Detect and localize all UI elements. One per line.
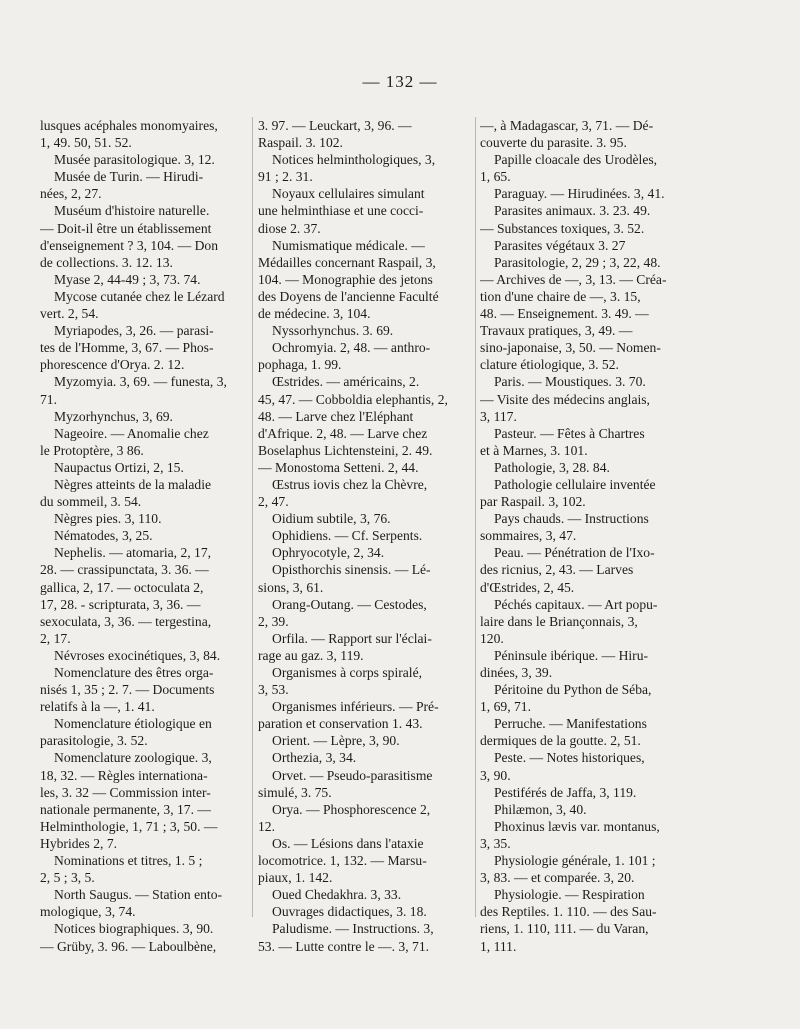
index-line: dermiques de la goutte. 2, 51. xyxy=(480,733,641,749)
index-line: — Substances toxiques, 3. 52. xyxy=(480,220,645,236)
index-line: 120. xyxy=(480,630,504,646)
index-line: d'enseignement ? 3, 104. — Don xyxy=(40,237,218,253)
index-line: 3, 35. xyxy=(480,835,511,851)
index-line: 1, 65. xyxy=(480,169,511,185)
index-line: pophaga, 1. 99. xyxy=(258,357,342,373)
index-line: Œstrides. — américains, 2. xyxy=(272,374,420,390)
index-line: des Reptiles. 1. 110. — des Sau- xyxy=(480,904,657,920)
index-line: d'Afrique. 2, 48. — Larve chez xyxy=(258,425,428,441)
index-line: Ouvrages didactiques, 3. 18. xyxy=(272,904,427,920)
index-line: Physiologie. — Respiration xyxy=(494,887,645,903)
index-line: Orvet. — Pseudo-parasitisme xyxy=(272,767,433,783)
index-line: 104. — Monographie des jetons xyxy=(258,271,433,287)
index-line: Notices biographiques. 3, 90. xyxy=(54,921,214,937)
index-line: gallica, 2, 17. — octoculata 2, xyxy=(40,579,204,595)
index-line: tion d'une chaire de —, 3. 15, xyxy=(480,288,641,304)
index-line: sions, 3, 61. xyxy=(258,579,324,595)
index-line: lusques acéphales monomyaires, xyxy=(40,118,218,133)
index-line: Pathologie, 3, 28. 84. xyxy=(494,459,610,475)
index-line: 45, 47. — Cobboldia elephantis, 2, xyxy=(258,391,448,407)
index-line: les, 3. 32 — Commission inter- xyxy=(40,784,211,800)
index-line: Orfila. — Rapport sur l'éclai- xyxy=(272,630,432,646)
index-line: Myase 2, 44-49 ; 3, 73. 74. xyxy=(54,271,201,287)
index-line: Opisthorchis sinensis. — Lé- xyxy=(272,562,431,578)
index-line: Nègres pies. 3, 110. xyxy=(54,511,162,527)
index-line: Noyaux cellulaires simulant xyxy=(272,186,425,202)
index-line: Pathologie cellulaire inventée xyxy=(494,476,656,492)
index-line: par Raspail. 3, 102. xyxy=(480,494,586,510)
index-line: 2, 39. xyxy=(258,613,289,629)
index-line: Peste. — Notes historiques, xyxy=(494,750,645,766)
index-line: Ophryocotyle, 2, 34. xyxy=(272,545,385,561)
index-line: le Protoptère, 3 86. xyxy=(40,442,144,458)
index-line: 12. xyxy=(258,818,275,834)
index-line: Pasteur. — Fêtes à Chartres xyxy=(494,425,645,441)
index-line: 18, 32. — Règles internationa- xyxy=(40,767,208,783)
index-line: riens, 1. 110, 111. — du Varan, xyxy=(480,921,649,937)
index-line: relatifs à la —, 1. 41. xyxy=(40,699,155,715)
index-line: Pays chauds. — Instructions xyxy=(494,511,649,527)
index-line: 91 ; 2. 31. xyxy=(258,169,313,185)
index-line: Paraguay. — Hirudinées. 3, 41. xyxy=(494,186,665,202)
index-line: locomotrice. 1, 132. — Marsu- xyxy=(258,853,427,869)
index-line: Philæmon, 3, 40. xyxy=(494,801,587,817)
index-line: Parasitologie, 2, 29 ; 3, 22, 48. xyxy=(494,254,661,270)
index-line: 48. — Larve chez l'Eléphant xyxy=(258,408,414,424)
index-line: parasitologie, 3. 52. xyxy=(40,733,148,749)
index-line: Pestiférés de Jaffa, 3, 119. xyxy=(494,784,637,800)
index-line: Parasites végétaux 3. 27 xyxy=(494,237,626,253)
index-line: nationale permanente, 3, 17. — xyxy=(40,801,211,817)
index-line: Boselaphus Lichtensteini, 2. 49. xyxy=(258,442,433,458)
index-line: Peau. — Pénétration de l'Ixo- xyxy=(494,545,655,561)
index-line: Notices helminthologiques, 3, xyxy=(272,152,436,168)
index-line: de médecine. 3, 104. xyxy=(258,306,371,322)
index-line: Physiologie générale, 1. 101 ; xyxy=(494,853,656,869)
index-line: Nomenclature étiologique en xyxy=(54,716,212,732)
index-line: nées, 2, 27. xyxy=(40,186,102,202)
index-line: Œstrus iovis chez la Chèvre, xyxy=(272,476,428,492)
index-line: Raspail. 3. 102. xyxy=(258,135,343,151)
index-line: 2, 5 ; 3, 5. xyxy=(40,870,95,886)
page-number: — 132 — xyxy=(362,72,438,91)
index-line: Naupactus Ortizi, 2, 15. xyxy=(54,459,184,475)
index-line: 71. xyxy=(40,391,57,407)
index-line: et à Marnes, 3. 101. xyxy=(480,442,588,458)
index-line: des Doyens de l'ancienne Faculté xyxy=(258,288,439,304)
index-line: sino-japonaise, 3, 50. — Nomen- xyxy=(480,340,661,356)
index-line: paration et conservation 1. 43. xyxy=(258,716,423,732)
index-line: Os. — Lésions dans l'ataxie xyxy=(272,835,424,851)
index-line: Nephelis. — atomaria, 2, 17, xyxy=(54,545,212,561)
index-line: Nomenclature zoologique. 3, xyxy=(54,750,212,766)
index-line: 3, 90. xyxy=(480,767,511,783)
index-line: Orang-Outang. — Cestodes, xyxy=(272,596,427,612)
index-line: Nyssorhynchus. 3. 69. xyxy=(272,323,394,339)
index-line: Ochromyia. 2, 48. — anthro- xyxy=(272,340,431,356)
index-line: Oued Chedakhra. 3, 33. xyxy=(272,887,402,903)
column-divider xyxy=(475,117,476,917)
index-line: Muséum d'histoire naturelle. xyxy=(54,203,210,219)
index-line: sexoculata, 3, 36. — tergestina, xyxy=(40,613,212,629)
index-line: tes de l'Homme, 3, 67. — Phos- xyxy=(40,340,214,356)
index-line: Nématodes, 3, 25. xyxy=(54,528,153,544)
index-line: Organismes à corps spiralé, xyxy=(272,665,422,680)
index-line: Myzomyia. 3, 69. — funesta, 3, xyxy=(54,374,227,390)
index-column-3 xyxy=(480,117,697,955)
index-line: Ophidiens. — Cf. Serpents. xyxy=(272,528,423,544)
index-line: dinées, 3, 39. xyxy=(480,665,553,680)
index-line: Phoxinus lævis var. montanus, xyxy=(494,818,660,834)
index-line: Myriapodes, 3, 26. — parasi- xyxy=(54,323,214,339)
index-line: 17, 28. - scripturata, 3, 36. — xyxy=(40,596,201,612)
index-line: 1, 69, 71. xyxy=(480,699,531,715)
index-line: Musée parasitologique. 3, 12. xyxy=(54,152,215,168)
index-line: 1, 111. xyxy=(480,938,517,954)
index-line: — Visite des médecins anglais, xyxy=(480,391,650,407)
index-line: Organismes inférieurs. — Pré- xyxy=(272,699,439,715)
index-line: de collections. 3. 12. 13. xyxy=(40,254,173,270)
index-line: —, à Madagascar, 3, 71. — Dé- xyxy=(480,118,654,133)
index-line: 2, 47. xyxy=(258,494,289,510)
index-line: Nomenclature des êtres orga- xyxy=(54,665,214,680)
index-line: couverte du parasite. 3. 95. xyxy=(480,135,627,151)
index-line: 48. — Enseignement. 3. 49. — xyxy=(480,306,649,322)
index-line: 3. 97. — Leuckart, 3, 96. — xyxy=(258,118,412,133)
index-column-2 xyxy=(258,117,471,955)
index-line: Nageoire. — Anomalie chez xyxy=(54,425,209,441)
index-line: vert. 2, 54. xyxy=(40,306,99,322)
index-line: Perruche. — Manifestations xyxy=(494,716,647,732)
index-line: Nominations et titres, 1. 5 ; xyxy=(54,853,203,869)
index-line: Paludisme. — Instructions. 3, xyxy=(272,921,434,937)
index-line: une helminthiase et une cocci- xyxy=(258,203,424,219)
index-line: Travaux pratiques, 3, 49. — xyxy=(480,323,633,339)
index-line: Myzorhynchus, 3, 69. xyxy=(54,408,173,424)
index-line: — Grüby, 3. 96. — Laboulbène, xyxy=(40,938,217,954)
index-line: Musée de Turin. — Hirudi- xyxy=(54,169,204,185)
index-line: 28. — crassipunctata, 3. 36. — xyxy=(40,562,209,578)
index-line: Mycose cutanée chez le Lézard xyxy=(54,288,225,304)
index-line: Orya. — Phosphorescence 2, xyxy=(272,801,431,817)
index-line: Papille cloacale des Urodèles, xyxy=(494,152,658,168)
index-line: Paris. — Moustiques. 3. 70. xyxy=(494,374,646,390)
index-line: d'Œstrides, 2, 45. xyxy=(480,579,575,595)
index-line: Péritoine du Python de Séba, xyxy=(494,682,652,698)
index-line: clature étiologique, 3. 52. xyxy=(480,357,619,373)
index-line: 1, 49. 50, 51. 52. xyxy=(40,135,132,151)
index-line: des ricnius, 2, 43. — Larves xyxy=(480,562,634,578)
index-line: Hybrides 2, 7. xyxy=(40,835,118,851)
index-line: Péninsule ibérique. — Hiru- xyxy=(494,647,649,663)
index-line: Numismatique médicale. — xyxy=(272,237,425,253)
index-line: Névroses exocinétiques, 3, 84. xyxy=(54,647,221,663)
index-line: 3, 117. xyxy=(480,408,517,424)
index-line: sommaires, 3, 47. xyxy=(480,528,577,544)
index-line: 3, 83. — et comparée. 3, 20. xyxy=(480,870,635,886)
column-divider xyxy=(252,117,253,917)
index-line: rage au gaz. 3, 119. xyxy=(258,647,364,663)
index-line: 2, 17. xyxy=(40,630,71,646)
index-line: — Doit-il être un établissement xyxy=(40,220,212,236)
index-line: simulé, 3. 75. xyxy=(258,784,332,800)
index-line: Orient. — Lèpre, 3, 90. xyxy=(272,733,400,749)
index-line: Médailles concernant Raspail, 3, xyxy=(258,254,436,270)
index-line: Nègres atteints de la maladie xyxy=(54,476,212,492)
index-line: mologique, 3, 74. xyxy=(40,904,136,920)
index-line: nisés 1, 35 ; 2. 7. — Documents xyxy=(40,682,215,698)
index-line: North Saugus. — Station ento- xyxy=(54,887,223,903)
index-line: Péchés capitaux. — Art popu- xyxy=(494,596,658,612)
index-line: du sommeil, 3. 54. xyxy=(40,494,142,510)
index-line: piaux, 1. 142. xyxy=(258,870,333,886)
index-line: Parasites animaux. 3. 23. 49. xyxy=(494,203,651,219)
index-line: — Monostoma Setteni. 2, 44. xyxy=(258,459,419,475)
index-column-1 xyxy=(40,117,246,955)
index-line: diose 2. 37. xyxy=(258,220,321,236)
index-line: phorescence d'Orya. 2. 12. xyxy=(40,357,185,373)
index-line: Oidium subtile, 3, 76. xyxy=(272,511,391,527)
index-line: Orthezia, 3, 34. xyxy=(272,750,357,766)
index-line: Helminthologie, 1, 71 ; 3, 50. — xyxy=(40,818,218,834)
index-line: 53. — Lutte contre le —. 3, 71. xyxy=(258,938,430,954)
index-line: 3, 53. xyxy=(258,682,289,698)
index-line: laire dans le Briançonnais, 3, xyxy=(480,613,638,629)
index-line: — Archives de —, 3, 13. — Créa- xyxy=(480,271,667,287)
